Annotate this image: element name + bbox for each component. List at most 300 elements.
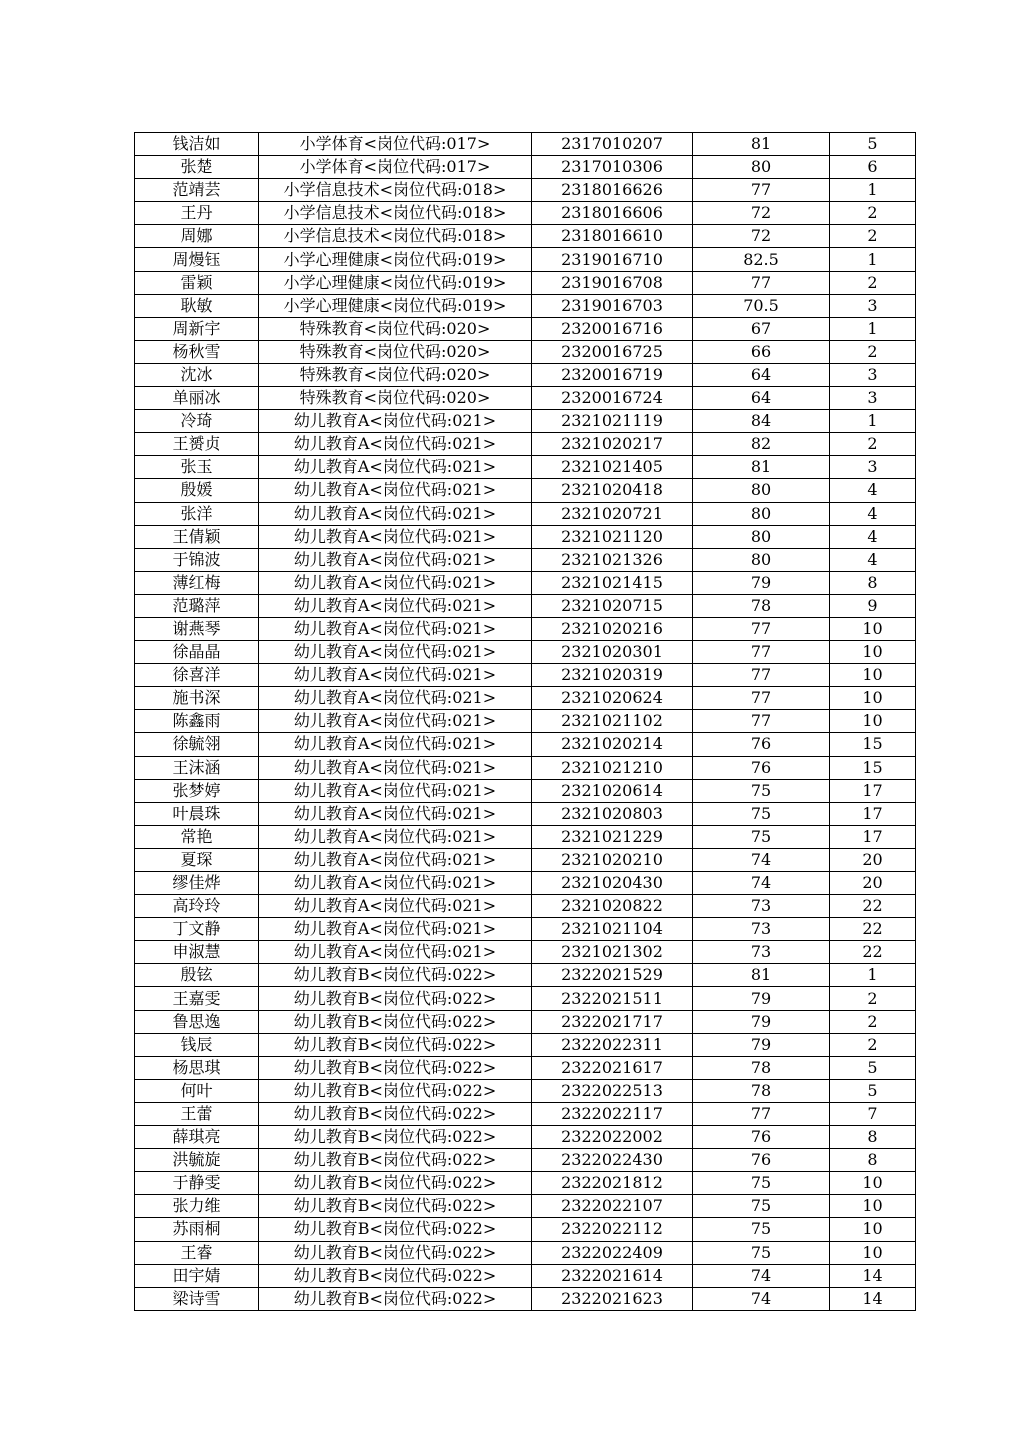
ticket-number-cell: 2321021120 bbox=[532, 525, 693, 548]
position-cell: 幼儿教育A<岗位代码:021> bbox=[259, 941, 532, 964]
candidate-name-cell: 陈鑫雨 bbox=[135, 710, 259, 733]
table-row bbox=[135, 641, 916, 664]
candidate-name-cell: 徐毓翎 bbox=[135, 733, 259, 756]
table-row bbox=[135, 548, 916, 571]
ticket-number-cell: 2321020418 bbox=[532, 479, 693, 502]
table-row bbox=[135, 872, 916, 895]
candidate-name-cell: 周熳钰 bbox=[135, 248, 259, 271]
ticket-number-cell: 2320016724 bbox=[532, 387, 693, 410]
score-cell: 73 bbox=[693, 918, 830, 941]
score-cell: 79 bbox=[693, 987, 830, 1010]
position-cell: 幼儿教育B<岗位代码:022> bbox=[259, 1218, 532, 1241]
ticket-number-cell: 2321020715 bbox=[532, 594, 693, 617]
ticket-number-cell: 2322021812 bbox=[532, 1172, 693, 1195]
ticket-number-cell: 2321021405 bbox=[532, 456, 693, 479]
ticket-number-cell: 2321020803 bbox=[532, 802, 693, 825]
score-cell: 76 bbox=[693, 756, 830, 779]
candidate-name-cell: 薛琪亮 bbox=[135, 1126, 259, 1149]
ticket-number-cell: 2319016708 bbox=[532, 271, 693, 294]
position-cell: 幼儿教育B<岗位代码:022> bbox=[259, 1102, 532, 1125]
ticket-number-cell: 2320016719 bbox=[532, 363, 693, 386]
candidate-name-cell: 申淑慧 bbox=[135, 941, 259, 964]
rank-cell: 10 bbox=[830, 1195, 916, 1218]
score-cell: 78 bbox=[693, 1079, 830, 1102]
score-cell: 77 bbox=[693, 687, 830, 710]
position-cell: 幼儿教育B<岗位代码:022> bbox=[259, 1195, 532, 1218]
candidate-name-cell: 于静雯 bbox=[135, 1172, 259, 1195]
table-row bbox=[135, 895, 916, 918]
candidate-name-cell: 田宇婧 bbox=[135, 1264, 259, 1287]
position-cell: 幼儿教育A<岗位代码:021> bbox=[259, 548, 532, 571]
ticket-number-cell: 2322022107 bbox=[532, 1195, 693, 1218]
position-cell: 幼儿教育B<岗位代码:022> bbox=[259, 1172, 532, 1195]
position-cell: 幼儿教育A<岗位代码:021> bbox=[259, 779, 532, 802]
table-row bbox=[135, 1010, 916, 1033]
candidate-name-cell: 杨思琪 bbox=[135, 1056, 259, 1079]
ticket-number-cell: 2322021617 bbox=[532, 1056, 693, 1079]
rank-cell: 10 bbox=[830, 617, 916, 640]
table-row bbox=[135, 133, 916, 156]
score-cell: 75 bbox=[693, 825, 830, 848]
ticket-number-cell: 2320016716 bbox=[532, 317, 693, 340]
rank-cell: 2 bbox=[830, 1033, 916, 1056]
table-row bbox=[135, 1195, 916, 1218]
ticket-number-cell: 2319016710 bbox=[532, 248, 693, 271]
position-cell: 幼儿教育A<岗位代码:021> bbox=[259, 895, 532, 918]
position-cell: 小学心理健康<岗位代码:019> bbox=[259, 294, 532, 317]
rank-cell: 10 bbox=[830, 1241, 916, 1264]
ticket-number-cell: 2322022430 bbox=[532, 1149, 693, 1172]
ticket-number-cell: 2321020217 bbox=[532, 433, 693, 456]
position-cell: 幼儿教育A<岗位代码:021> bbox=[259, 479, 532, 502]
score-cell: 73 bbox=[693, 895, 830, 918]
table-row bbox=[135, 387, 916, 410]
position-cell: 幼儿教育B<岗位代码:022> bbox=[259, 1126, 532, 1149]
table-row bbox=[135, 156, 916, 179]
table-row bbox=[135, 617, 916, 640]
candidate-name-cell: 王睿 bbox=[135, 1241, 259, 1264]
rank-cell: 22 bbox=[830, 941, 916, 964]
ticket-number-cell: 2322021614 bbox=[532, 1264, 693, 1287]
score-cell: 67 bbox=[693, 317, 830, 340]
rank-cell: 10 bbox=[830, 1218, 916, 1241]
position-cell: 幼儿教育A<岗位代码:021> bbox=[259, 617, 532, 640]
table-row bbox=[135, 1102, 916, 1125]
score-cell: 64 bbox=[693, 387, 830, 410]
position-cell: 幼儿教育A<岗位代码:021> bbox=[259, 571, 532, 594]
score-cell: 80 bbox=[693, 479, 830, 502]
score-cell: 72 bbox=[693, 225, 830, 248]
ticket-number-cell: 2317010306 bbox=[532, 156, 693, 179]
table-row bbox=[135, 1172, 916, 1195]
score-cell: 78 bbox=[693, 1056, 830, 1079]
rank-cell: 20 bbox=[830, 872, 916, 895]
table-row bbox=[135, 756, 916, 779]
ticket-number-cell: 2321021229 bbox=[532, 825, 693, 848]
rank-cell: 3 bbox=[830, 387, 916, 410]
score-cell: 74 bbox=[693, 1287, 830, 1310]
rank-cell: 1 bbox=[830, 179, 916, 202]
position-cell: 幼儿教育A<岗位代码:021> bbox=[259, 918, 532, 941]
position-cell: 幼儿教育B<岗位代码:022> bbox=[259, 964, 532, 987]
results-table bbox=[134, 132, 916, 1311]
candidate-name-cell: 冷琦 bbox=[135, 410, 259, 433]
ticket-number-cell: 2322022002 bbox=[532, 1126, 693, 1149]
candidate-name-cell: 范璐萍 bbox=[135, 594, 259, 617]
rank-cell: 2 bbox=[830, 271, 916, 294]
candidate-name-cell: 张楚 bbox=[135, 156, 259, 179]
position-cell: 幼儿教育A<岗位代码:021> bbox=[259, 756, 532, 779]
table-row bbox=[135, 271, 916, 294]
candidate-name-cell: 夏琛 bbox=[135, 848, 259, 871]
rank-cell: 8 bbox=[830, 1149, 916, 1172]
score-cell: 64 bbox=[693, 363, 830, 386]
candidate-name-cell: 沈冰 bbox=[135, 363, 259, 386]
ticket-number-cell: 2321020721 bbox=[532, 502, 693, 525]
candidate-name-cell: 徐晶晶 bbox=[135, 641, 259, 664]
ticket-number-cell: 2321020430 bbox=[532, 872, 693, 895]
candidate-name-cell: 周娜 bbox=[135, 225, 259, 248]
ticket-number-cell: 2321020210 bbox=[532, 848, 693, 871]
candidate-name-cell: 薄红梅 bbox=[135, 571, 259, 594]
score-cell: 75 bbox=[693, 802, 830, 825]
candidate-name-cell: 洪毓旋 bbox=[135, 1149, 259, 1172]
candidate-name-cell: 王丹 bbox=[135, 202, 259, 225]
rank-cell: 2 bbox=[830, 1010, 916, 1033]
ticket-number-cell: 2321020624 bbox=[532, 687, 693, 710]
candidate-name-cell: 王蕾 bbox=[135, 1102, 259, 1125]
rank-cell: 20 bbox=[830, 848, 916, 871]
rank-cell: 10 bbox=[830, 710, 916, 733]
candidate-name-cell: 殷铉 bbox=[135, 964, 259, 987]
rank-cell: 1 bbox=[830, 964, 916, 987]
ticket-number-cell: 2321021302 bbox=[532, 941, 693, 964]
position-cell: 特殊教育<岗位代码:020> bbox=[259, 317, 532, 340]
table-row bbox=[135, 1033, 916, 1056]
score-cell: 76 bbox=[693, 1149, 830, 1172]
table-row bbox=[135, 248, 916, 271]
rank-cell: 7 bbox=[830, 1102, 916, 1125]
rank-cell: 2 bbox=[830, 433, 916, 456]
score-cell: 75 bbox=[693, 779, 830, 802]
position-cell: 幼儿教育A<岗位代码:021> bbox=[259, 872, 532, 895]
table-row bbox=[135, 964, 916, 987]
score-cell: 80 bbox=[693, 525, 830, 548]
score-cell: 82.5 bbox=[693, 248, 830, 271]
score-cell: 70.5 bbox=[693, 294, 830, 317]
ticket-number-cell: 2322022117 bbox=[532, 1102, 693, 1125]
ticket-number-cell: 2318016606 bbox=[532, 202, 693, 225]
position-cell: 小学信息技术<岗位代码:018> bbox=[259, 225, 532, 248]
ticket-number-cell: 2322021717 bbox=[532, 1010, 693, 1033]
table-row bbox=[135, 410, 916, 433]
rank-cell: 4 bbox=[830, 479, 916, 502]
ticket-number-cell: 2321021415 bbox=[532, 571, 693, 594]
position-cell: 特殊教育<岗位代码:020> bbox=[259, 363, 532, 386]
position-cell: 幼儿教育B<岗位代码:022> bbox=[259, 1264, 532, 1287]
score-cell: 77 bbox=[693, 1102, 830, 1125]
table-row bbox=[135, 1079, 916, 1102]
rank-cell: 2 bbox=[830, 987, 916, 1010]
position-cell: 幼儿教育A<岗位代码:021> bbox=[259, 733, 532, 756]
candidate-name-cell: 鲁思逸 bbox=[135, 1010, 259, 1033]
position-cell: 小学心理健康<岗位代码:019> bbox=[259, 248, 532, 271]
score-cell: 79 bbox=[693, 1010, 830, 1033]
score-cell: 80 bbox=[693, 156, 830, 179]
table-row bbox=[135, 802, 916, 825]
rank-cell: 3 bbox=[830, 294, 916, 317]
table-row bbox=[135, 433, 916, 456]
position-cell: 幼儿教育A<岗位代码:021> bbox=[259, 802, 532, 825]
position-cell: 幼儿教育A<岗位代码:021> bbox=[259, 525, 532, 548]
ticket-number-cell: 2322021529 bbox=[532, 964, 693, 987]
table-row bbox=[135, 363, 916, 386]
score-cell: 73 bbox=[693, 941, 830, 964]
ticket-number-cell: 2319016703 bbox=[532, 294, 693, 317]
position-cell: 幼儿教育A<岗位代码:021> bbox=[259, 825, 532, 848]
candidate-name-cell: 缪佳烨 bbox=[135, 872, 259, 895]
candidate-name-cell: 耿敏 bbox=[135, 294, 259, 317]
ticket-number-cell: 2321020301 bbox=[532, 641, 693, 664]
table-row bbox=[135, 502, 916, 525]
position-cell: 小学体育<岗位代码:017> bbox=[259, 156, 532, 179]
score-cell: 79 bbox=[693, 1033, 830, 1056]
position-cell: 幼儿教育A<岗位代码:021> bbox=[259, 687, 532, 710]
score-cell: 77 bbox=[693, 664, 830, 687]
table-row bbox=[135, 1218, 916, 1241]
table-row bbox=[135, 664, 916, 687]
score-cell: 72 bbox=[693, 202, 830, 225]
rank-cell: 15 bbox=[830, 733, 916, 756]
candidate-name-cell: 高玲玲 bbox=[135, 895, 259, 918]
ticket-number-cell: 2321021326 bbox=[532, 548, 693, 571]
table-row bbox=[135, 987, 916, 1010]
candidate-name-cell: 张梦婷 bbox=[135, 779, 259, 802]
ticket-number-cell: 2318016626 bbox=[532, 179, 693, 202]
position-cell: 幼儿教育B<岗位代码:022> bbox=[259, 1010, 532, 1033]
rank-cell: 17 bbox=[830, 779, 916, 802]
candidate-name-cell: 何叶 bbox=[135, 1079, 259, 1102]
score-cell: 75 bbox=[693, 1172, 830, 1195]
score-cell: 77 bbox=[693, 271, 830, 294]
rank-cell: 8 bbox=[830, 1126, 916, 1149]
candidate-name-cell: 钱辰 bbox=[135, 1033, 259, 1056]
table-row bbox=[135, 1126, 916, 1149]
score-cell: 78 bbox=[693, 594, 830, 617]
position-cell: 小学信息技术<岗位代码:018> bbox=[259, 202, 532, 225]
position-cell: 幼儿教育A<岗位代码:021> bbox=[259, 410, 532, 433]
candidate-name-cell: 苏雨桐 bbox=[135, 1218, 259, 1241]
position-cell: 幼儿教育A<岗位代码:021> bbox=[259, 848, 532, 871]
candidate-name-cell: 王嘉雯 bbox=[135, 987, 259, 1010]
score-cell: 74 bbox=[693, 1264, 830, 1287]
position-cell: 幼儿教育B<岗位代码:022> bbox=[259, 1033, 532, 1056]
rank-cell: 17 bbox=[830, 802, 916, 825]
candidate-name-cell: 施书深 bbox=[135, 687, 259, 710]
rank-cell: 4 bbox=[830, 548, 916, 571]
candidate-name-cell: 王沫涵 bbox=[135, 756, 259, 779]
position-cell: 幼儿教育B<岗位代码:022> bbox=[259, 1149, 532, 1172]
rank-cell: 2 bbox=[830, 225, 916, 248]
candidate-name-cell: 王赟贞 bbox=[135, 433, 259, 456]
ticket-number-cell: 2322022409 bbox=[532, 1241, 693, 1264]
table-row bbox=[135, 918, 916, 941]
candidate-name-cell: 徐喜洋 bbox=[135, 664, 259, 687]
rank-cell: 9 bbox=[830, 594, 916, 617]
score-cell: 76 bbox=[693, 1126, 830, 1149]
candidate-name-cell: 于锦波 bbox=[135, 548, 259, 571]
ticket-number-cell: 2321020216 bbox=[532, 617, 693, 640]
rank-cell: 5 bbox=[830, 1056, 916, 1079]
rank-cell: 22 bbox=[830, 918, 916, 941]
table-row bbox=[135, 848, 916, 871]
score-cell: 79 bbox=[693, 571, 830, 594]
rank-cell: 15 bbox=[830, 756, 916, 779]
score-cell: 77 bbox=[693, 179, 830, 202]
candidate-name-cell: 雷颖 bbox=[135, 271, 259, 294]
candidate-name-cell: 张力维 bbox=[135, 1195, 259, 1218]
table-row bbox=[135, 317, 916, 340]
ticket-number-cell: 2318016610 bbox=[532, 225, 693, 248]
ticket-number-cell: 2321021104 bbox=[532, 918, 693, 941]
ticket-number-cell: 2322021623 bbox=[532, 1287, 693, 1310]
rank-cell: 10 bbox=[830, 1172, 916, 1195]
rank-cell: 4 bbox=[830, 525, 916, 548]
score-cell: 75 bbox=[693, 1218, 830, 1241]
score-cell: 75 bbox=[693, 1195, 830, 1218]
table-row bbox=[135, 225, 916, 248]
candidate-name-cell: 王倩颖 bbox=[135, 525, 259, 548]
score-cell: 77 bbox=[693, 617, 830, 640]
rank-cell: 1 bbox=[830, 410, 916, 433]
candidate-name-cell: 丁文静 bbox=[135, 918, 259, 941]
table-row bbox=[135, 687, 916, 710]
score-cell: 66 bbox=[693, 340, 830, 363]
table-row bbox=[135, 733, 916, 756]
score-cell: 76 bbox=[693, 733, 830, 756]
table-row bbox=[135, 1241, 916, 1264]
position-cell: 幼儿教育B<岗位代码:022> bbox=[259, 987, 532, 1010]
position-cell: 特殊教育<岗位代码:020> bbox=[259, 340, 532, 363]
position-cell: 幼儿教育A<岗位代码:021> bbox=[259, 641, 532, 664]
rank-cell: 5 bbox=[830, 1079, 916, 1102]
score-cell: 80 bbox=[693, 502, 830, 525]
rank-cell: 1 bbox=[830, 248, 916, 271]
candidate-name-cell: 张洋 bbox=[135, 502, 259, 525]
rank-cell: 3 bbox=[830, 456, 916, 479]
rank-cell: 22 bbox=[830, 895, 916, 918]
rank-cell: 1 bbox=[830, 317, 916, 340]
score-cell: 74 bbox=[693, 848, 830, 871]
rank-cell: 5 bbox=[830, 133, 916, 156]
table-row bbox=[135, 1287, 916, 1310]
table-row bbox=[135, 1056, 916, 1079]
table-row bbox=[135, 594, 916, 617]
rank-cell: 14 bbox=[830, 1264, 916, 1287]
score-cell: 74 bbox=[693, 872, 830, 895]
ticket-number-cell: 2317010207 bbox=[532, 133, 693, 156]
score-cell: 81 bbox=[693, 456, 830, 479]
position-cell: 幼儿教育A<岗位代码:021> bbox=[259, 710, 532, 733]
candidate-name-cell: 叶晨珠 bbox=[135, 802, 259, 825]
position-cell: 幼儿教育A<岗位代码:021> bbox=[259, 664, 532, 687]
position-cell: 小学信息技术<岗位代码:018> bbox=[259, 179, 532, 202]
table-row bbox=[135, 202, 916, 225]
rank-cell: 10 bbox=[830, 687, 916, 710]
rank-cell: 8 bbox=[830, 571, 916, 594]
candidate-name-cell: 张玉 bbox=[135, 456, 259, 479]
score-cell: 75 bbox=[693, 1241, 830, 1264]
table-row bbox=[135, 340, 916, 363]
rank-cell: 6 bbox=[830, 156, 916, 179]
score-cell: 84 bbox=[693, 410, 830, 433]
table-row bbox=[135, 294, 916, 317]
position-cell: 幼儿教育B<岗位代码:022> bbox=[259, 1079, 532, 1102]
score-cell: 81 bbox=[693, 133, 830, 156]
table-row bbox=[135, 1264, 916, 1287]
ticket-number-cell: 2320016725 bbox=[532, 340, 693, 363]
candidate-name-cell: 常艳 bbox=[135, 825, 259, 848]
ticket-number-cell: 2322022311 bbox=[532, 1033, 693, 1056]
rank-cell: 17 bbox=[830, 825, 916, 848]
score-cell: 82 bbox=[693, 433, 830, 456]
rank-cell: 10 bbox=[830, 664, 916, 687]
position-cell: 幼儿教育A<岗位代码:021> bbox=[259, 456, 532, 479]
ticket-number-cell: 2321020822 bbox=[532, 895, 693, 918]
candidate-name-cell: 范靖芸 bbox=[135, 179, 259, 202]
ticket-number-cell: 2322022513 bbox=[532, 1079, 693, 1102]
table-row bbox=[135, 456, 916, 479]
table-row bbox=[135, 179, 916, 202]
table-row bbox=[135, 479, 916, 502]
ticket-number-cell: 2322022112 bbox=[532, 1218, 693, 1241]
candidate-name-cell: 谢燕琴 bbox=[135, 617, 259, 640]
candidate-name-cell: 周新宇 bbox=[135, 317, 259, 340]
position-cell: 特殊教育<岗位代码:020> bbox=[259, 387, 532, 410]
ticket-number-cell: 2321021210 bbox=[532, 756, 693, 779]
rank-cell: 2 bbox=[830, 202, 916, 225]
score-cell: 77 bbox=[693, 710, 830, 733]
candidate-name-cell: 钱洁如 bbox=[135, 133, 259, 156]
ticket-number-cell: 2321021102 bbox=[532, 710, 693, 733]
position-cell: 小学心理健康<岗位代码:019> bbox=[259, 271, 532, 294]
rank-cell: 3 bbox=[830, 363, 916, 386]
ticket-number-cell: 2321020214 bbox=[532, 733, 693, 756]
rank-cell: 2 bbox=[830, 340, 916, 363]
table-row bbox=[135, 571, 916, 594]
position-cell: 幼儿教育B<岗位代码:022> bbox=[259, 1287, 532, 1310]
score-cell: 81 bbox=[693, 964, 830, 987]
position-cell: 幼儿教育B<岗位代码:022> bbox=[259, 1241, 532, 1264]
ticket-number-cell: 2322021511 bbox=[532, 987, 693, 1010]
candidate-name-cell: 杨秋雪 bbox=[135, 340, 259, 363]
ticket-number-cell: 2321021119 bbox=[532, 410, 693, 433]
position-cell: 幼儿教育A<岗位代码:021> bbox=[259, 594, 532, 617]
candidate-name-cell: 梁诗雪 bbox=[135, 1287, 259, 1310]
table-row bbox=[135, 1149, 916, 1172]
rank-cell: 14 bbox=[830, 1287, 916, 1310]
position-cell: 小学体育<岗位代码:017> bbox=[259, 133, 532, 156]
table-row bbox=[135, 825, 916, 848]
candidate-name-cell: 单丽冰 bbox=[135, 387, 259, 410]
table-row bbox=[135, 941, 916, 964]
score-cell: 77 bbox=[693, 641, 830, 664]
rank-cell: 10 bbox=[830, 641, 916, 664]
position-cell: 幼儿教育B<岗位代码:022> bbox=[259, 1056, 532, 1079]
ticket-number-cell: 2321020614 bbox=[532, 779, 693, 802]
candidate-name-cell: 殷媛 bbox=[135, 479, 259, 502]
position-cell: 幼儿教育A<岗位代码:021> bbox=[259, 433, 532, 456]
